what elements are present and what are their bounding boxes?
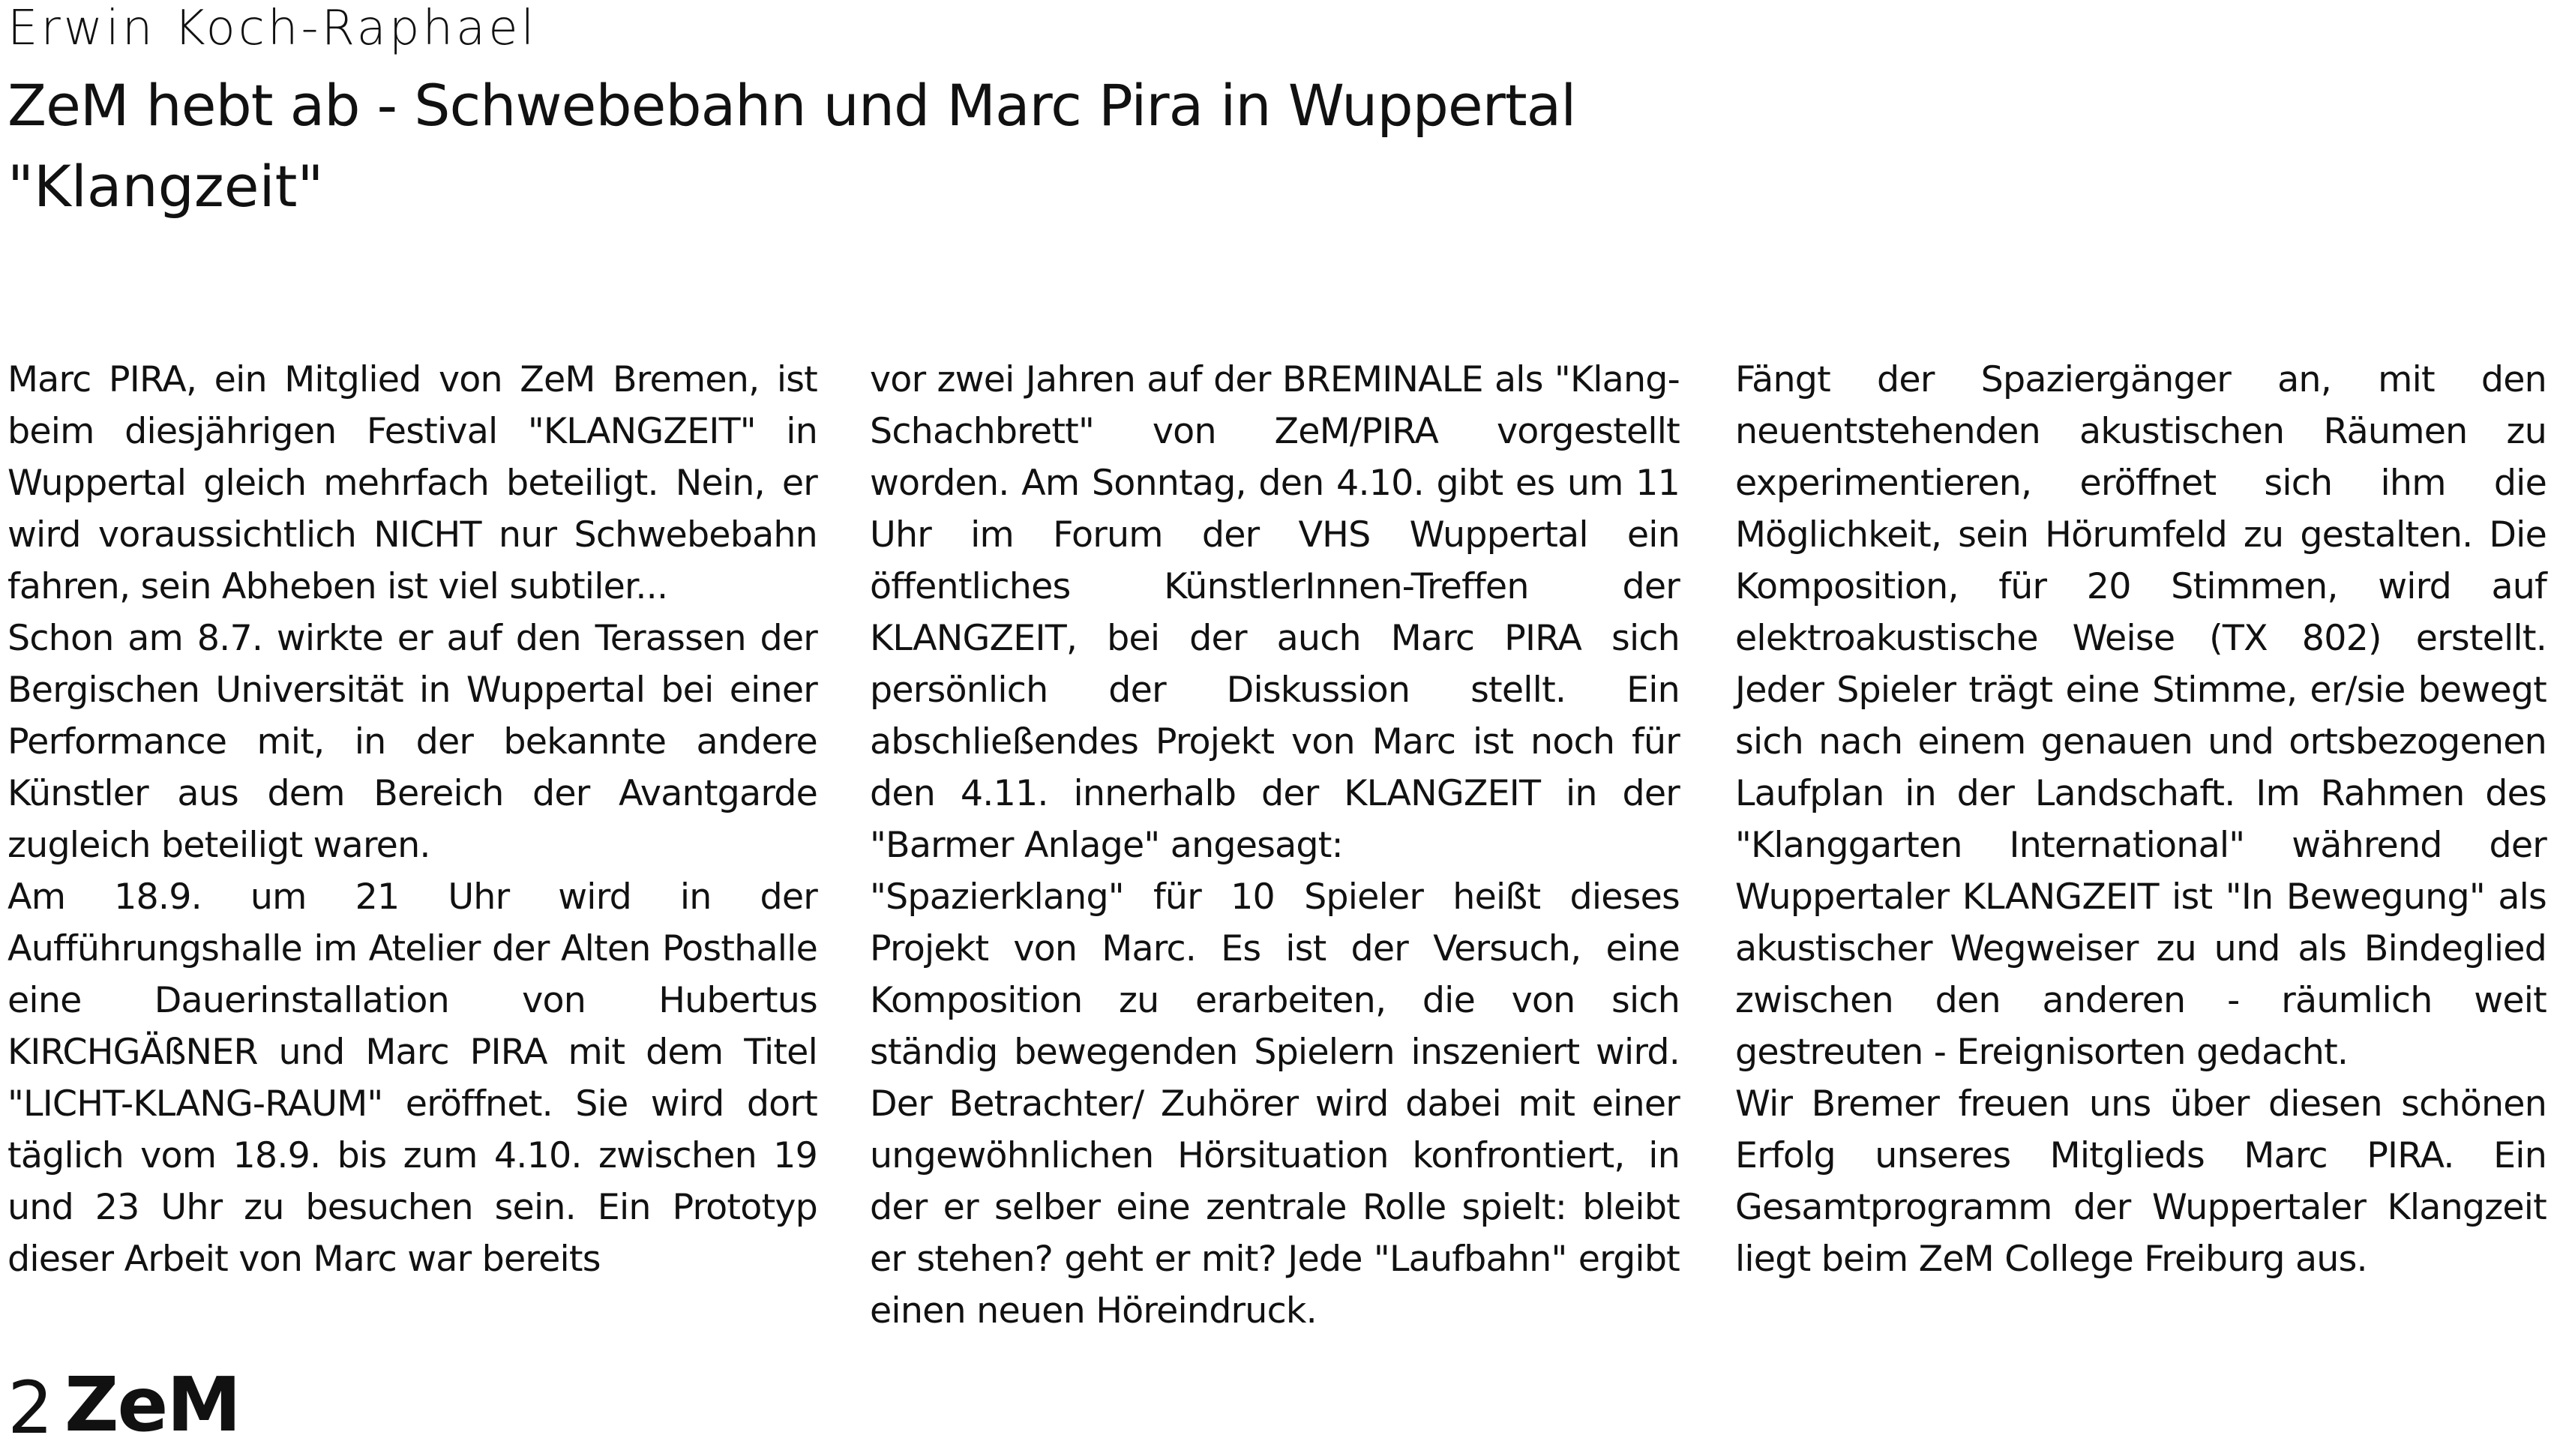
paragraph: Am 18.9. um 21 Uhr wird in der Aufführungshalle im Atelier der Alten Posthalle eine Dauerinstallation von Hubertus KIRCHGÄßNER und Marc PIRA mit dem Titel "LICHT-KLANG-RAUM" eröffnet. Sie wird dort täglich vom 18.9. bis zum 4.10. zwischen 19 und 23 Uhr zu besuchen sein. Ein Prototyp dieser Arbeit von Marc war bereits xyxy=(7,876,817,1280)
text-column-3 xyxy=(1735,354,2547,1285)
paragraph: vor zwei Jahren auf der BREMINALE als "Klang-Schachbrett" von ZeM/PIRA vorgestellt worden. Am Sonntag, den 4.10. gibt es um 11 Uhr im Forum der VHS Wuppertal ein öffentliches KünstlerInnen-Treffen der KLANGZEIT, bei der auch Marc PIRA sich persönlich der Diskussion stellt. Ein abschließendes Projekt von Marc ist noch für den 4.11. innerhalb der KLANGZEIT in der "Barmer Anlage" angesagt: xyxy=(870,359,1680,866)
paragraph: Fängt der Spaziergänger an, mit den neuentstehenden akustischen Räumen zu experimentieren, eröffnet sich ihm die Möglichkeit, sein Hörumfeld zu gestalten. Die Komposition, für 20 Stimmen, wird auf elektroakustische Weise (TX 802) erstellt. Jeder Spieler trägt eine Stimme, er/sie bewegt sich nach einem genauen und ortsbezogenen Laufplan in der Landschaft. Im Rahmen des "Klanggarten International" während der Wuppertaler KLANGZEIT ist "In Bewegung" als akustischer Wegweiser zu und als Bindeglied zwischen den anderen - räumlich weit gestreuten - Ereignisorten gedacht. xyxy=(1735,359,2547,1073)
paragraph: "Spazierklang" für 10 Spieler heißt dieses Projekt von Marc. Es ist der Versuch, eine Komposition zu erarbeiten, die von sich ständig bewegenden Spielern inszeniert wird. Der Betrachter/ Zuhörer wird dabei mit einer ungewöhnlichen Hörsituation konfrontiert, in der er selber eine zentrale Rolle spielt: bleibt er stehen? geht er mit? Jede "Laufbahn" ergibt einen neuen Höreindruck. xyxy=(870,876,1680,1332)
paragraph: Wir Bremer freuen uns über diesen schönen Erfolg unseres Mitglieds Marc PIRA. Ein Gesamtprogramm der Wuppertaler Klangzeit liegt beim ZeM College Freiburg aus. xyxy=(1735,1083,2547,1280)
paragraph: Schon am 8.7. wirkte er auf den Terassen der Bergischen Universität in Wuppertal bei einer Performance mit, in der bekannte andere Künstler aus dem Bereich der Avantgarde zugleich beteiligt waren. xyxy=(7,618,817,866)
paragraph: Marc PIRA, ein Mitglied von ZeM Bremen, ist beim diesjährigen Festival "KLANGZEIT" in Wuppertal gleich mehrfach beteiligt. Nein, er wird voraussichtlich NICHT nur Schwebebahn fahren, sein Abheben ist viel subtiler... xyxy=(7,359,817,607)
page-number: 2 xyxy=(7,1366,54,1450)
text-column-2 xyxy=(870,354,1680,1337)
author-name: Erwin Koch-Raphael xyxy=(7,1,538,56)
text-column-1 xyxy=(7,354,817,1285)
zem-logo: ZeM xyxy=(64,1361,240,1449)
article-subtitle: "Klangzeit" xyxy=(7,153,324,220)
article-title: ZeM hebt ab - Schwebebahn und Marc Pira in Wuppertal xyxy=(7,72,1576,139)
